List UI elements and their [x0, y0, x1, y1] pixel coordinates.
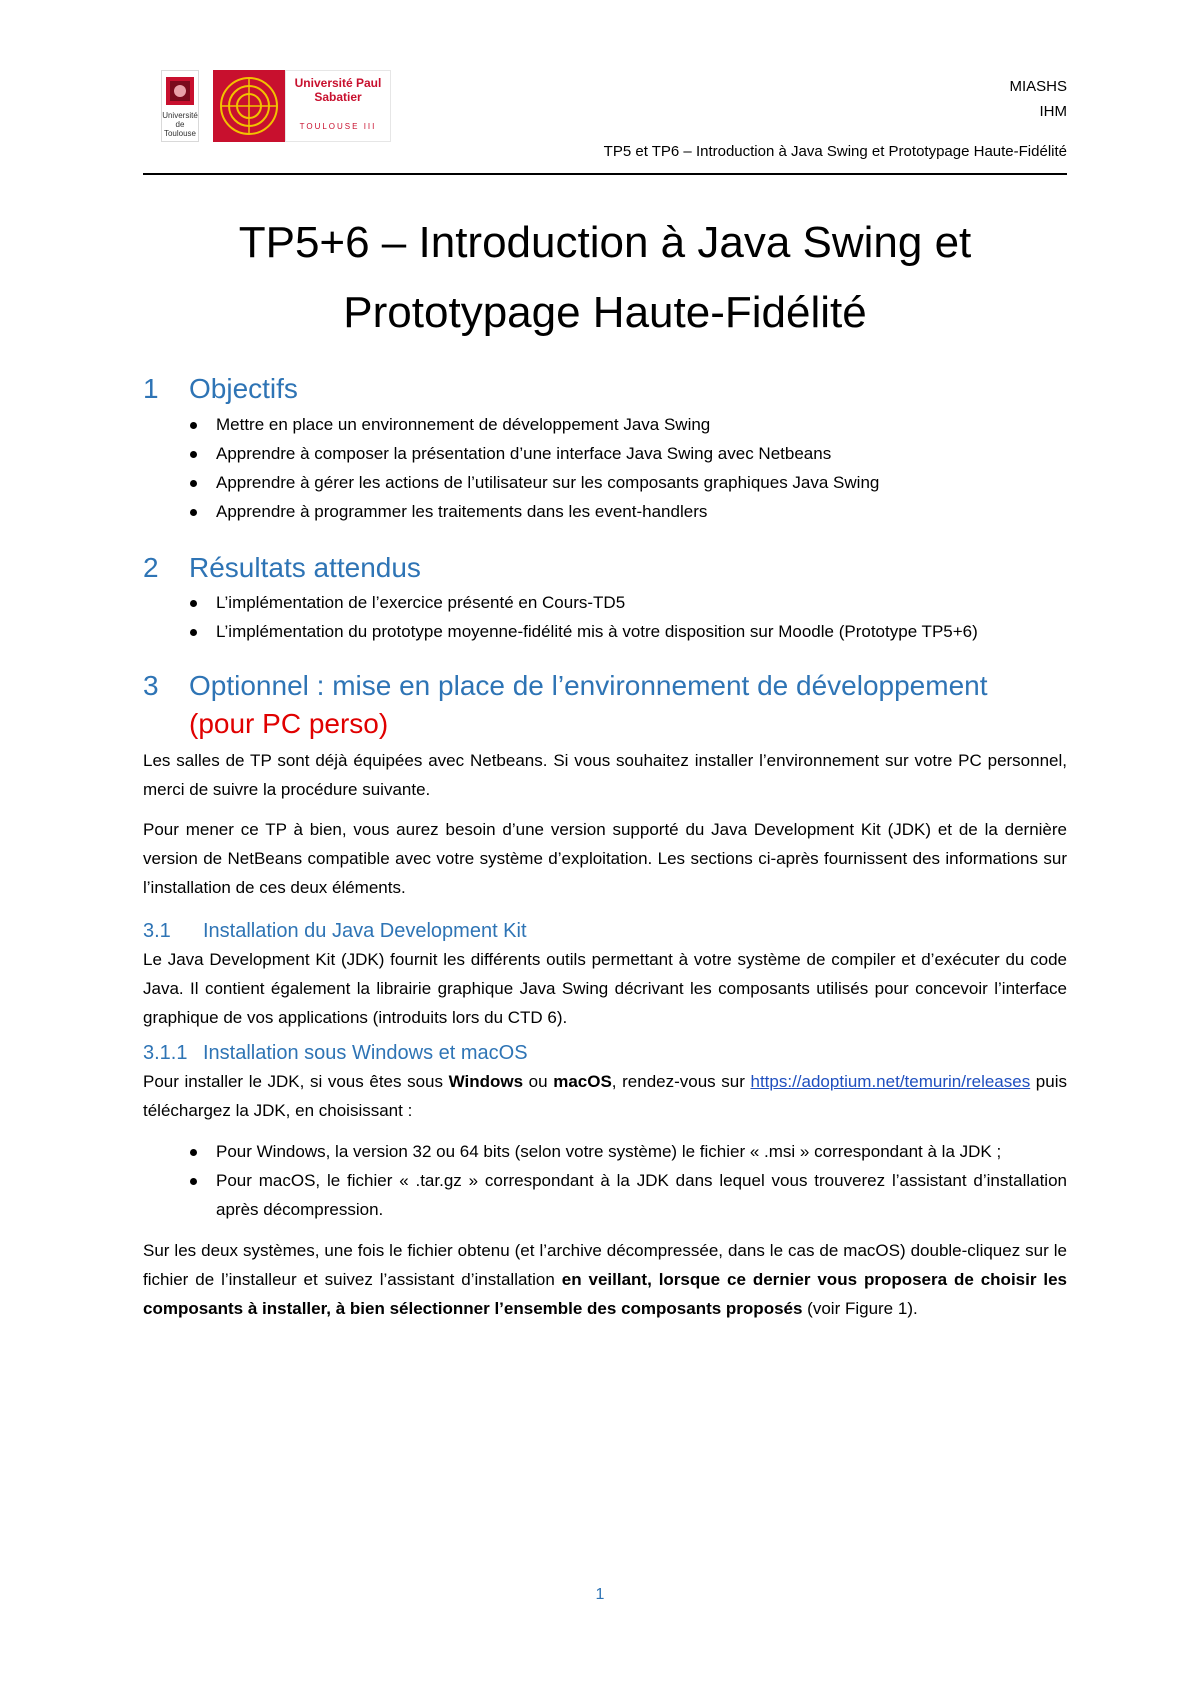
- objectives-list: [143, 410, 1067, 526]
- header-program: MIASHS: [1009, 78, 1067, 95]
- section-number: 2: [143, 552, 159, 583]
- section-3-1-heading: [143, 918, 1067, 944]
- section-3-1-1-heading: [143, 1040, 1067, 1066]
- logo-small-caption: Université de Toulouse: [162, 111, 198, 138]
- list-item: Apprendre à gérer les actions de l’utilisateur sur les composants graphiques Java Swing: [143, 468, 1067, 497]
- text-bold: en veillant, lorsque ce dernier vous proposera de choisir les composants à installer, à bien sélectionner l’ensemble des composants proposés: [143, 1270, 1067, 1318]
- text: Sur les deux systèmes, une fois le fichier obtenu (et l’archive décompressée, dans le cas de macOS) double-cliquez sur le fichier de l’installeur et suivez l’assistant d’installation: [143, 1241, 1067, 1289]
- list-item: L’implémentation du prototype moyenne-fidélité mis à votre disposition sur Moodle (Prototype TP5+6): [143, 617, 1067, 646]
- header-rule: [143, 173, 1067, 175]
- text: Pour installer le JDK, si vous êtes sous: [143, 1072, 449, 1091]
- section-number: 3: [143, 670, 159, 701]
- document-body: [143, 208, 1067, 1323]
- list-item: Pour Windows, la version 32 ou 64 bits (selon votre système) le fichier « .msi » correspondant à la JDK ;: [143, 1137, 1067, 1166]
- list-item: Pour macOS, le fichier « .tar.gz » correspondant à la JDK dans lequel vous trouverez l’assistant d’installation après décompression.: [143, 1166, 1067, 1224]
- text-bold: Windows: [448, 1072, 524, 1091]
- section-3-heading: [143, 670, 1067, 740]
- toulouse-emblem-icon: [166, 77, 194, 105]
- section-number: 1: [143, 373, 159, 404]
- section-title: Installation du Java Development Kit: [203, 920, 527, 942]
- paragraph: [143, 1236, 1067, 1323]
- header-subtitle: TP5 et TP6 – Introduction à Java Swing et Prototypage Haute-Fidélité: [603, 143, 1067, 160]
- paragraph: Le Java Development Kit (JDK) fournit les différents outils permettant à votre système de compiler et d’exécuter du code Java. Il contient également la librairie graphique Java Swing décrivant les composants utilisés pour concevoir l’interface graphique de vos applications (introduits lors du CTD 6).: [143, 950, 1067, 1027]
- text: (voir Figure 1).: [802, 1299, 918, 1318]
- adoptium-link[interactable]: https://adoptium.net/temurin/releases: [750, 1072, 1031, 1091]
- section-title: Résultats attendus: [189, 552, 421, 583]
- section-title: Installation sous Windows et macOS: [203, 1042, 528, 1064]
- text: , rendez-vous sur: [611, 1072, 751, 1091]
- paragraph: Pour mener ce TP à bien, vous aurez besoin d’une version supporté du Java Development Kit (JDK) et de la dernière version de NetBeans compatible avec votre système d’exploitation. Les sections ci-après fournissent des informations sur l’installation de ces deux éléments.: [143, 820, 1067, 897]
- results-list: [143, 588, 1067, 646]
- paragraph: Les salles de TP sont déjà équipées avec Netbeans. Si vous souhaitez installer l’environnement sur votre PC personnel, merci de suivre la procédure suivante.: [143, 751, 1067, 799]
- document-title: [143, 208, 1067, 348]
- text: ou: [523, 1072, 554, 1091]
- section-number: 3.1.1: [143, 1042, 188, 1064]
- paragraph: [143, 1067, 1067, 1125]
- list-item: Apprendre à composer la présentation d’une interface Java Swing avec Netbeans: [143, 439, 1067, 468]
- download-options-list: [143, 1137, 1067, 1224]
- header-course: IHM: [1039, 103, 1067, 120]
- text-bold: macOS: [553, 1072, 612, 1091]
- logo-city: TOULOUSE III: [299, 122, 377, 131]
- text: puis téléchargez la JDK, en choisissant :: [143, 1072, 1067, 1120]
- section-title: [189, 670, 988, 740]
- header-info: [604, 74, 1067, 164]
- page-number: 1: [595, 1586, 605, 1603]
- logo-university-name: Université Paul Sabatier: [294, 76, 382, 104]
- title-line-2: Prototypage Haute-Fidélité: [343, 288, 867, 337]
- logos: [161, 70, 391, 142]
- section-2-heading: [143, 552, 1067, 584]
- universite-de-toulouse-logo: [161, 70, 199, 142]
- list-item: Apprendre à programmer les traitements dans les event-handlers: [143, 497, 1067, 526]
- section-title: Objectifs: [189, 373, 298, 404]
- section-title-text: Optionnel : mise en place de l’environnement de développement: [189, 670, 988, 701]
- list-item: Mettre en place un environnement de développement Java Swing: [143, 410, 1067, 439]
- page-header: [143, 68, 1067, 174]
- list-item: L’implémentation de l’exercice présenté en Cours-TD5: [143, 588, 1067, 617]
- section-1-heading: [143, 373, 1067, 405]
- section-number: 3.1: [143, 920, 171, 942]
- title-line-1: TP5+6 – Introduction à Java Swing et: [238, 218, 972, 267]
- section-title-red: (pour PC perso): [189, 708, 389, 739]
- paul-sabatier-seal-icon: [213, 70, 285, 142]
- paul-sabatier-logo: [213, 70, 391, 142]
